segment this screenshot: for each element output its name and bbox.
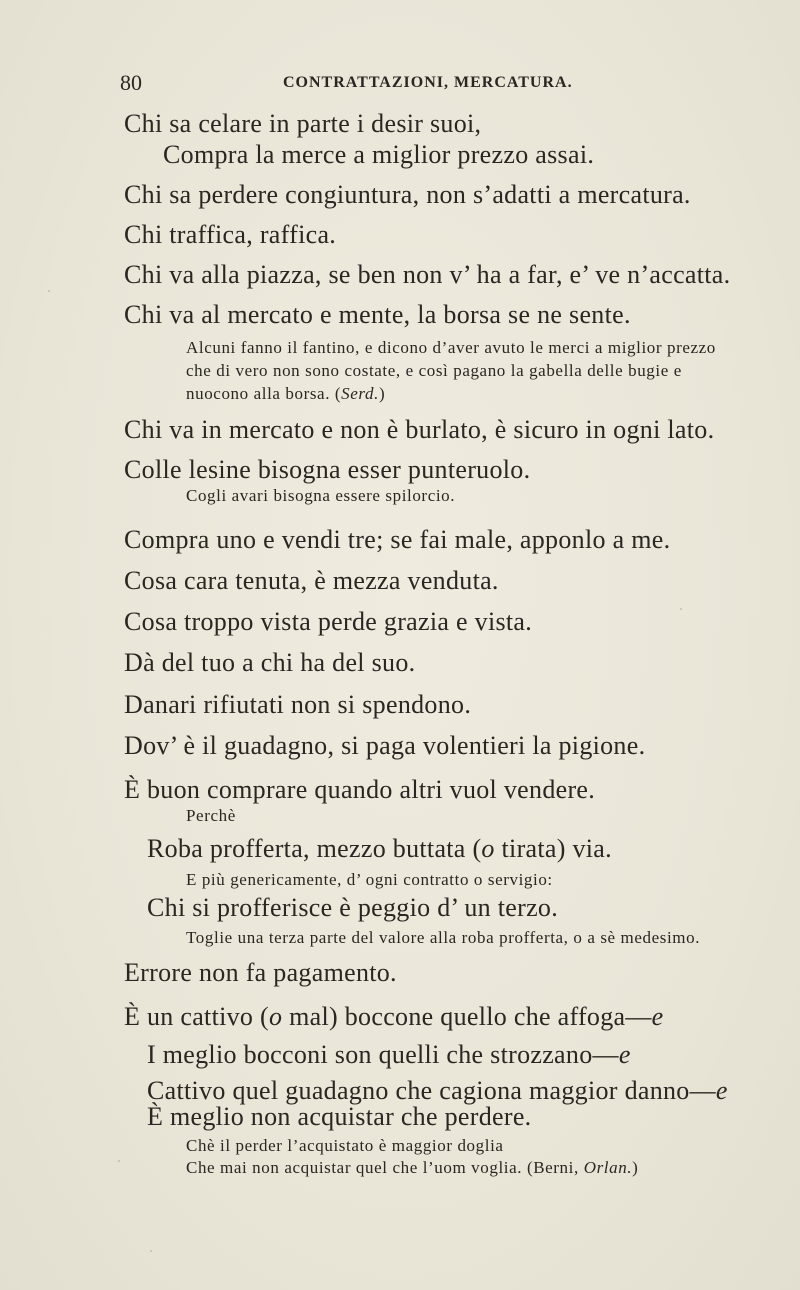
- commentary-text: Che mai non acquistar quel che l’uom voglia. (Berni,: [186, 1158, 584, 1177]
- proverb-line: Cosa troppo vista perde grazia e vista.: [124, 607, 533, 636]
- alternative-marker: o: [481, 834, 495, 863]
- proverb-line: Dà del tuo a chi ha del suo.: [124, 648, 416, 677]
- paper-speck: [48, 290, 50, 292]
- proverb-line: Cosa cara tenuta, è mezza venduta.: [124, 566, 499, 595]
- proverb-line: Errore non fa pagamento.: [124, 958, 397, 987]
- proverb-line: Chi sa perdere congiuntura, non s’adatti a mercatura.: [124, 180, 691, 209]
- page-header: [120, 70, 720, 100]
- commentary-line: [186, 1158, 638, 1178]
- proverb-line: Chi va al mercato e mente, la borsa se ne sente.: [124, 300, 631, 329]
- commentary-line: [186, 384, 385, 404]
- commentary-line: Chè il perder l’acquistato è maggior doglia: [186, 1136, 504, 1155]
- proverb-line: Dov’ è il guadagno, si paga volentieri la pigione.: [124, 731, 646, 760]
- proverb-line: Chi traffica, raffica.: [124, 220, 337, 249]
- proverb-line: Chi sa celare in parte i desir suoi,: [124, 109, 482, 138]
- commentary-line: che di vero non sono costate, e così pagano la gabella delle bugie e: [186, 361, 682, 380]
- proverb-text: tirata) via.: [494, 834, 612, 863]
- proverb-text: mal) boccone quello che affoga—: [282, 1002, 652, 1031]
- source-abbreviation: Serd.: [341, 384, 379, 403]
- proverb-line: Danari rifiutati non si spendono.: [124, 690, 472, 719]
- commentary-text: ): [632, 1158, 639, 1177]
- proverb-line: È buon comprare quando altri vuol vendere.: [124, 775, 596, 804]
- source-abbreviation: Orlan.: [583, 1158, 633, 1177]
- proverb-line: Chi va in mercato e non è burlato, è sicuro in ogni lato.: [124, 415, 715, 444]
- proverb-line: [124, 1002, 664, 1032]
- paper-speck: [118, 1160, 120, 1162]
- proverb-text: Roba profferta, mezzo buttata (: [147, 834, 482, 863]
- commentary-line: E più genericamente, d’ ogni contratto o servigio:: [186, 870, 553, 889]
- proverb-line: Chi si profferisce è peggio d’ un terzo.: [147, 893, 559, 922]
- proverb-text: I meglio bocconi son quelli che strozzano—: [147, 1040, 619, 1069]
- proverb-line: [147, 834, 612, 864]
- paper-speck: [680, 608, 682, 610]
- commentary-line: Alcuni fanno il fantino, e dicono d’aver avuto le merci a miglior prezzo: [186, 338, 716, 357]
- proverb-line: Compra uno e vendi tre; se fai male, apponlo a me.: [124, 525, 671, 554]
- running-head: CONTRATTAZIONI, MERCATURA.: [283, 74, 573, 91]
- proverb-line: Colle lesine bisogna esser punteruolo.: [124, 455, 531, 484]
- proverb-text: Cattivo quel guadagno che cagiona maggior danno—: [147, 1076, 716, 1105]
- proverb-line: [147, 1040, 631, 1070]
- commentary-line: Toglie una terza parte del valore alla roba profferta, o a sè medesimo.: [186, 928, 701, 947]
- commentary-line: Cogli avari bisogna essere spilorcio.: [186, 486, 456, 505]
- alternative-marker: o: [269, 1002, 283, 1031]
- paper-speck: [150, 1250, 152, 1252]
- continuation-marker: e: [618, 1040, 631, 1069]
- commentary-text: nuocono alla borsa. (: [186, 384, 342, 403]
- continuation-marker: e: [715, 1076, 728, 1105]
- commentary-line: Perchè: [186, 806, 236, 825]
- proverb-line: È meglio non acquistar che perdere.: [147, 1102, 532, 1131]
- proverb-line: Chi va alla piazza, se ben non v’ ha a far, e’ ve n’accatta.: [124, 260, 731, 289]
- continuation-marker: e: [651, 1002, 664, 1031]
- proverb-text: È un cattivo (: [124, 1002, 269, 1031]
- page-number: 80: [120, 70, 142, 95]
- proverb-line: Compra la merce a miglior prezzo assai.: [163, 140, 595, 169]
- commentary-text: ): [378, 384, 386, 403]
